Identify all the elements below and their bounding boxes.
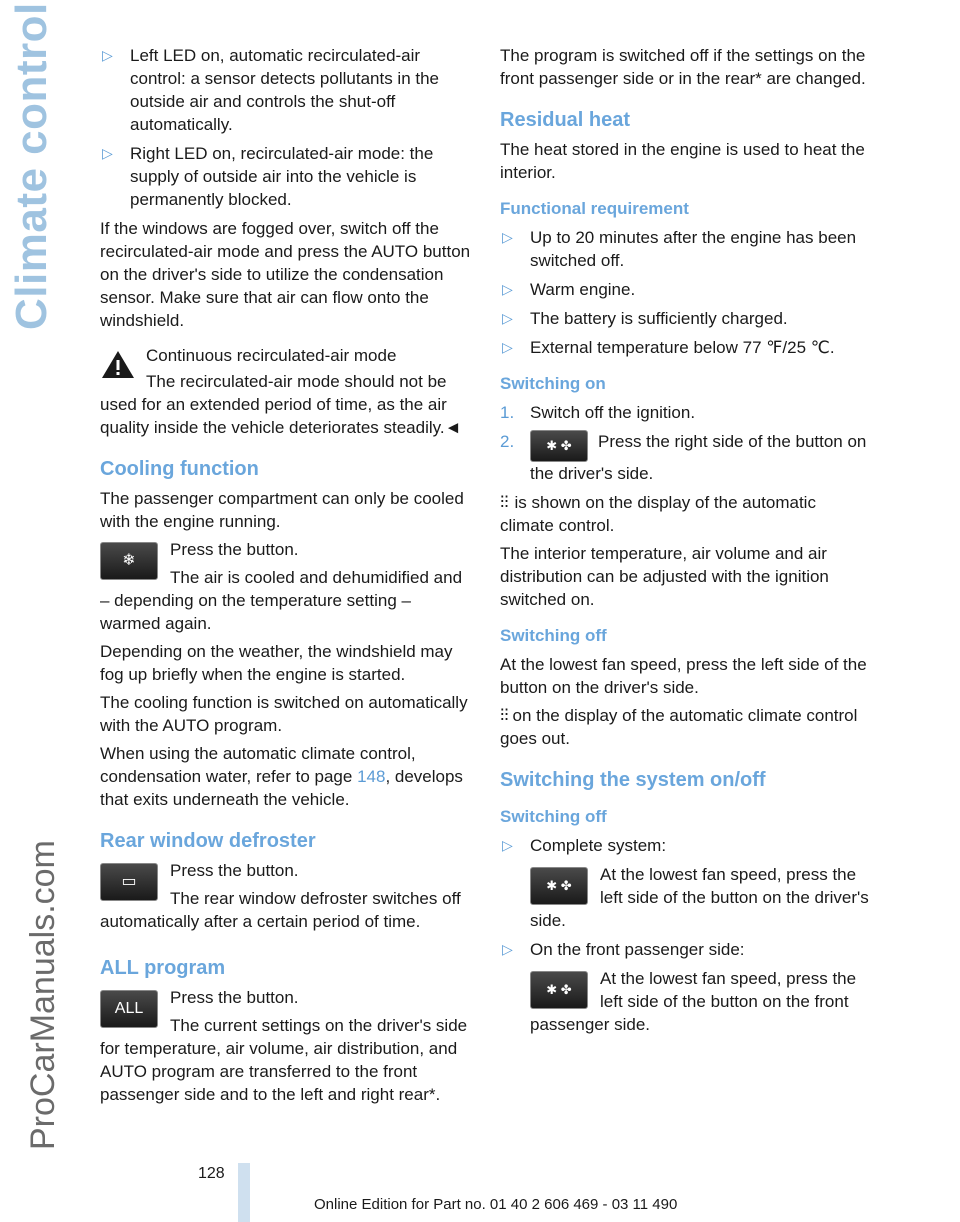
step-item: 2. ✱ ✤ Press the right side of the button on the driver's side. <box>500 432 867 483</box>
rear-defroster-button-icon: ▭ <box>100 863 158 901</box>
warning-block <box>100 344 472 439</box>
warning-text: The recirculated-air mode should not be used for an extended period of time, as the air quality inside the vehicle deteriorates steadily.◄ <box>100 372 462 437</box>
triangle-bullet-icon: ▷ <box>502 310 513 326</box>
triangle-bullet-icon: ▷ <box>102 47 113 63</box>
triangle-bullet-icon: ▷ <box>502 281 513 297</box>
triangle-bullet-icon: ▷ <box>502 229 513 245</box>
cooling-button-block: ❄ Press the button. The air is cooled and dehumidified and – depending on the temperature setting – warmed again. <box>100 540 463 633</box>
page-number: 128 <box>198 1165 225 1182</box>
section-heading: ALL program <box>100 957 226 979</box>
fan-button-icon: ✱ ✤ <box>530 971 588 1009</box>
paragraph: When using the automatic climate control, condensation water, refer to page 148, develops that exits underneath the vehicle. <box>100 744 463 809</box>
fan-button-icon: ✱ ✤ <box>530 430 588 462</box>
step-item: 1. Switch off the ignition. <box>500 403 696 422</box>
triangle-bullet-icon: ▷ <box>102 145 113 161</box>
footer-accent-bar <box>238 1163 250 1222</box>
triangle-bullet-icon: ▷ <box>502 941 513 957</box>
side-section-title: Climate control <box>7 2 56 330</box>
triangle-bullet-icon: ▷ <box>502 339 513 355</box>
page-link[interactable]: 148 <box>357 767 386 786</box>
rear-defroster-block: ▭ Press the button. The rear window defroster switches off automatically after a certain period of time. <box>100 861 461 931</box>
paragraph: ⫶⫶ on the display of the automatic climate control goes out. <box>500 706 858 748</box>
section-heading: Rear window defroster <box>100 830 316 852</box>
subsection-heading: Switching off <box>500 807 607 826</box>
residual-heat-icon: ⫶⫶ <box>500 706 509 725</box>
list-item: ▷ Right LED on, recirculated-air mode: the supply of outside air into the vehicle is permanently blocked. <box>102 144 434 209</box>
list-item: ▷ On the front passenger side: ✱ ✤ At the lowest fan speed, press the left side of the button on the front passenger side. <box>502 940 857 1034</box>
list-item: ▷ Up to 20 minutes after the engine has been switched off. <box>502 228 857 270</box>
paragraph: The heat stored in the engine is used to heat the interior. <box>500 140 865 182</box>
list-item: ▷ The battery is sufficiently charged. <box>502 309 788 328</box>
list-item: ▷ Warm engine. <box>502 280 636 299</box>
list-item: ▷ Left LED on, automatic recirculated-air control: a sensor detects pollutants in the outside air and controls the shut-off automatically. <box>102 46 440 134</box>
paragraph: The interior temperature, air volume and air distribution can be adjusted with the ignition switched on. <box>500 544 829 609</box>
all-button-icon: ALL <box>100 990 158 1028</box>
paragraph: At the lowest fan speed, press the left side of the button on the driver's side. <box>500 655 867 697</box>
section-heading: Cooling function <box>100 458 259 480</box>
paragraph: ⫶⫶ is shown on the display of the automatic climate control. <box>500 493 816 535</box>
paragraph: The program is switched off if the settings on the front passenger side or in the rear* are changed. <box>500 46 866 88</box>
warning-title: Continuous recirculated-air mode <box>146 346 397 365</box>
list-item: ▷ Complete system: ✱ ✤ At the lowest fan speed, press the left side of the button on the driver's side. <box>502 836 869 930</box>
subsection-heading: Switching on <box>500 374 606 393</box>
subsection-heading: Switching off <box>500 626 607 645</box>
all-program-block: ALL Press the button. The current settings on the driver's side for temperature, air volume, air distribution, and AUTO program are transferred to the front passenger side and to the left and right rear*. <box>100 988 468 1104</box>
left-column <box>100 44 472 1111</box>
warning-triangle-icon <box>100 348 136 380</box>
fan-button-icon: ✱ ✤ <box>530 867 588 905</box>
triangle-bullet-icon: ▷ <box>502 837 513 853</box>
edition-footer: Online Edition for Part no. 01 40 2 606 469 - 03 11 490 <box>314 1196 678 1213</box>
snowflake-button-icon: ❄ <box>100 542 158 580</box>
list-item: ▷ External temperature below 77 ℉/25 ℃. <box>502 338 835 357</box>
right-column <box>500 44 874 1042</box>
paragraph: If the windows are fogged over, switch off the recirculated-air mode and press the AUTO button on the driver's side to utilize the condensation sensor. Make sure that air can flow onto the windshield. <box>100 219 471 330</box>
side-watermark: ProCarManuals.com <box>24 840 62 1150</box>
section-heading: Residual heat <box>500 109 631 131</box>
section-heading: Switching the system on/off <box>500 769 766 791</box>
paragraph: The passenger compartment can only be cooled with the engine running. <box>100 489 464 531</box>
subsection-heading: Functional requirement <box>500 199 689 218</box>
paragraph: The cooling function is switched on automatically with the AUTO program. <box>100 693 468 735</box>
residual-heat-icon: ⫶⫶ <box>500 493 509 512</box>
paragraph: Depending on the weather, the windshield may fog up briefly when the engine is started. <box>100 642 453 684</box>
